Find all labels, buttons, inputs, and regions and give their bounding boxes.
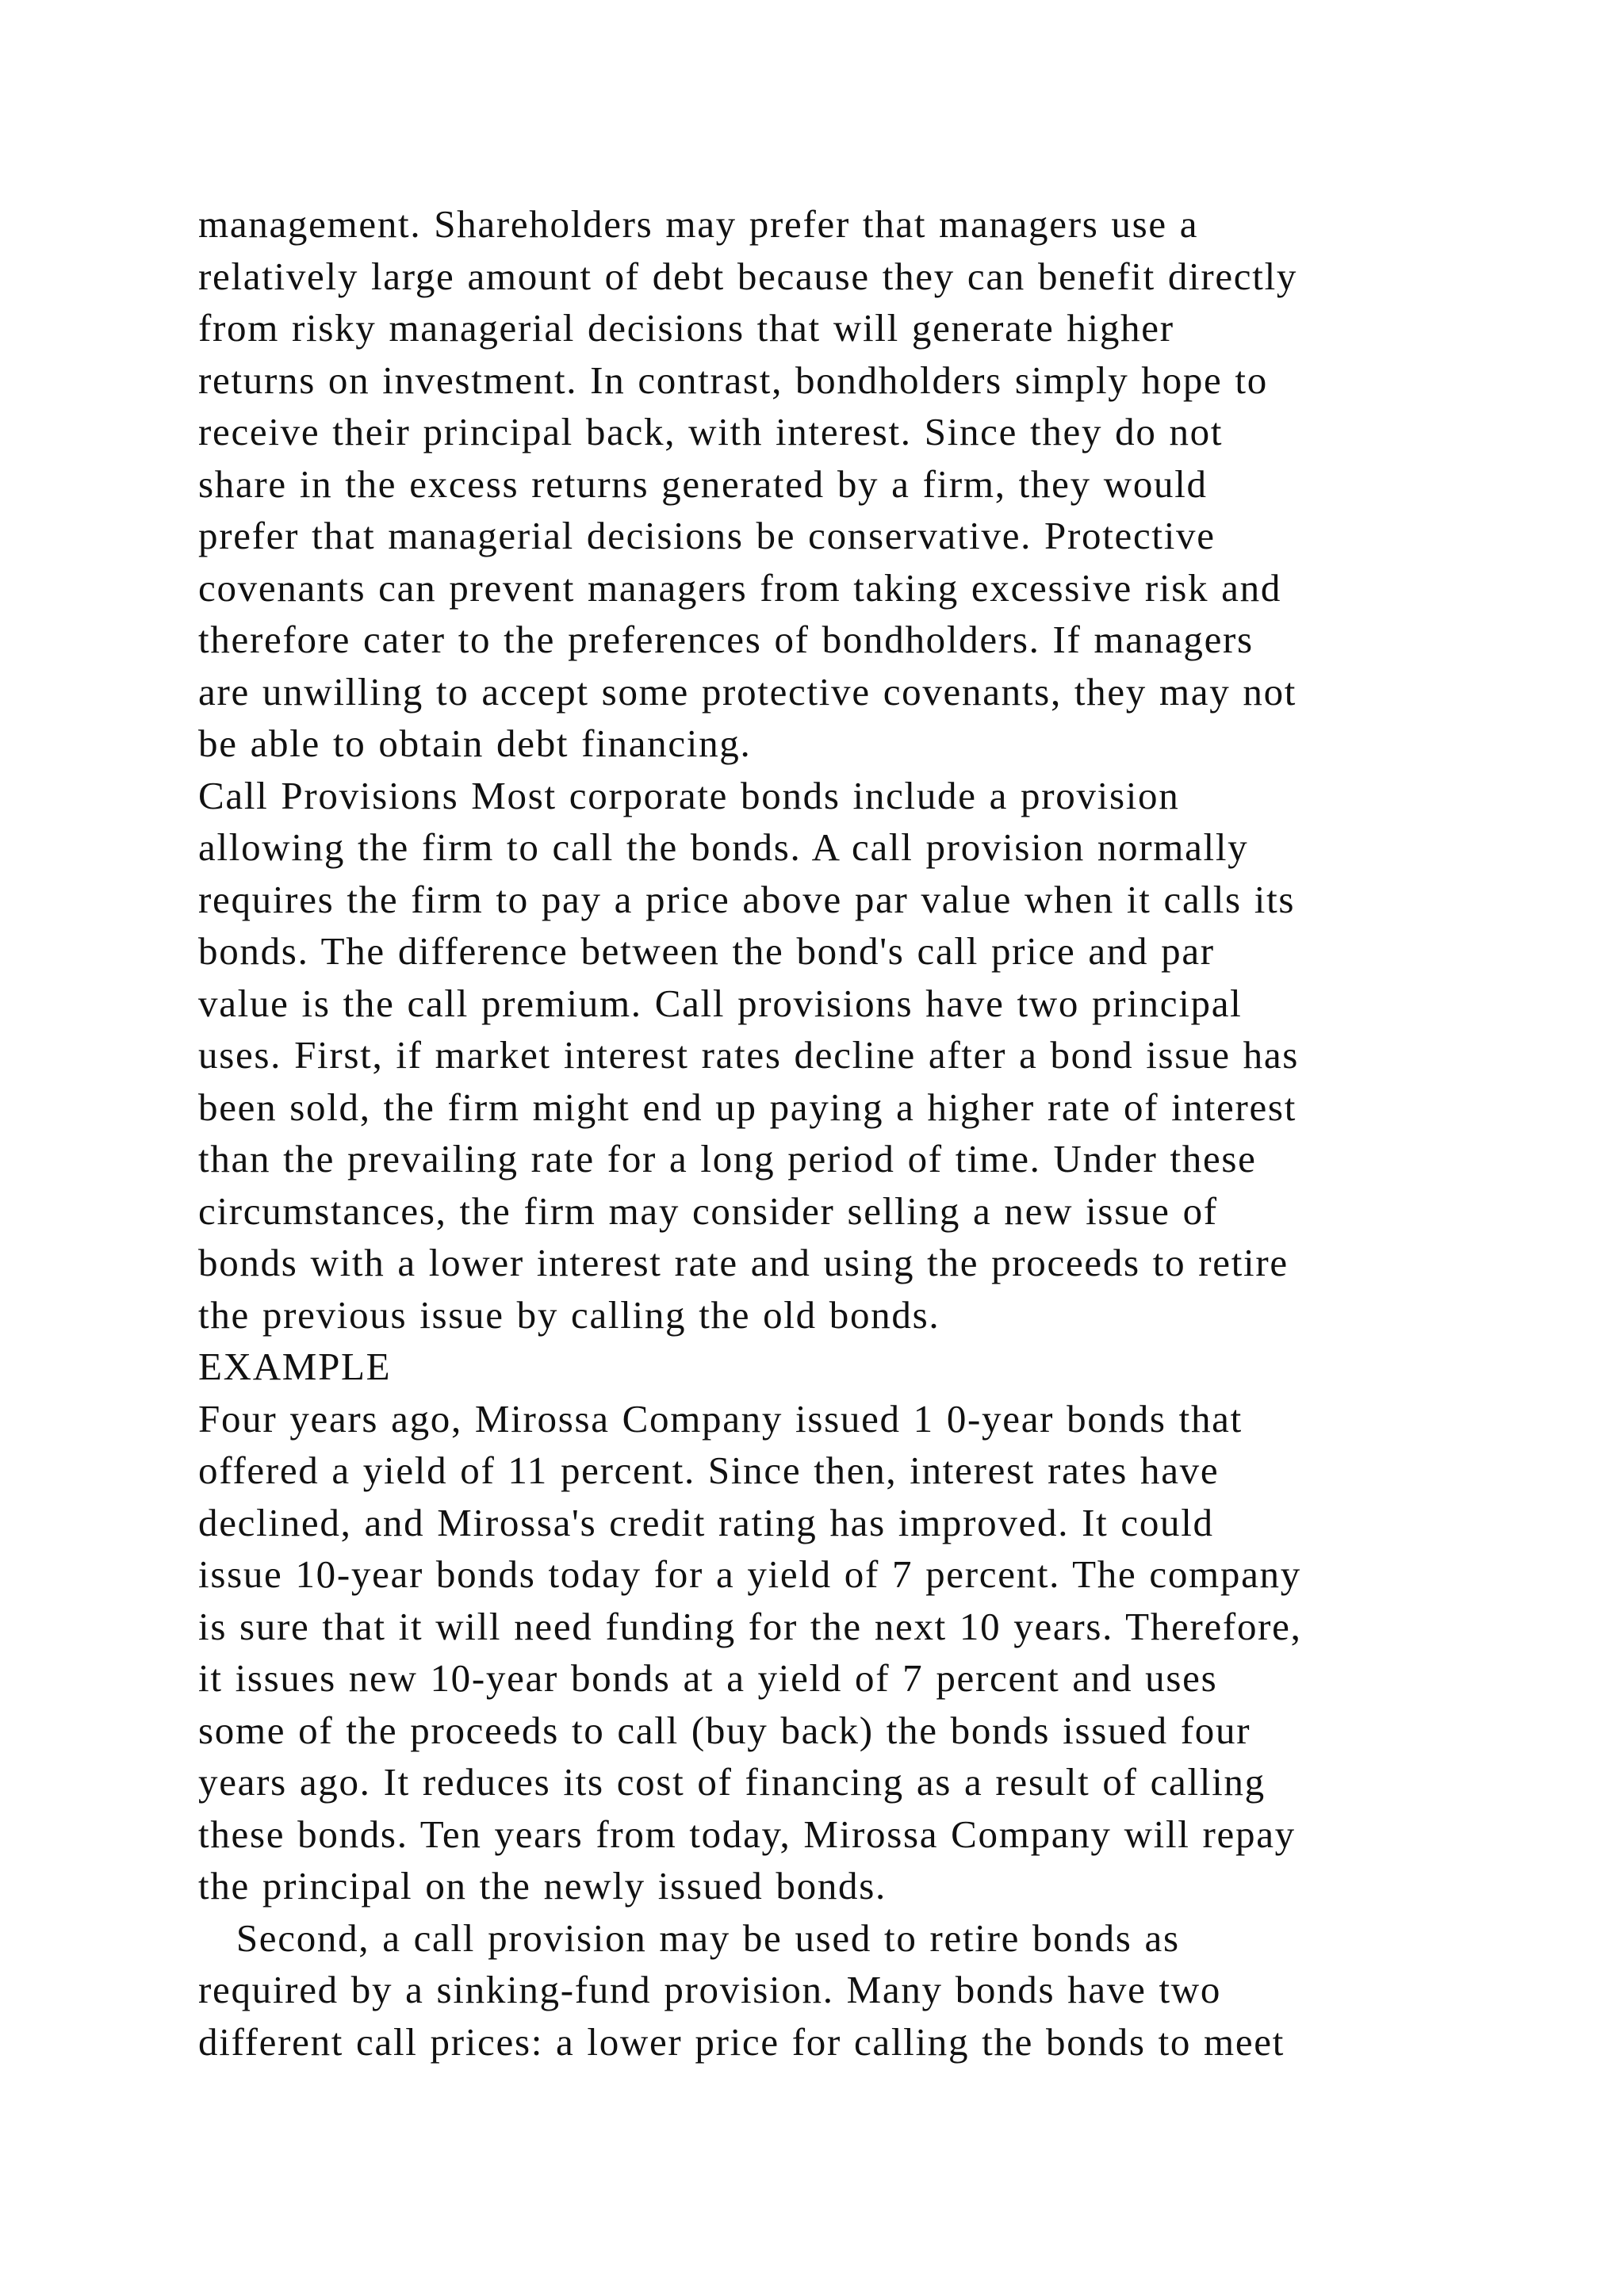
text-line: the previous issue by calling the old bonds.	[198, 1292, 940, 1337]
text-line: issue 10-year bonds today for a yield of 7 percent. The company	[198, 1552, 1301, 1596]
text-line: Four years ago, Mirossa Company issued 1 0-year bonds that	[198, 1396, 1243, 1441]
text-line: allowing the firm to call the bonds. A call provision normally	[198, 825, 1249, 869]
text-line: therefore cater to the preferences of bondholders. If managers	[198, 618, 1254, 661]
text-line: relatively large amount of debt because they can benefit directly	[198, 254, 1298, 298]
text-line: from risky managerial decisions that will generate higher	[198, 306, 1174, 350]
text-line: receive their principal back, with interest. Since they do not	[198, 410, 1224, 453]
section-heading-line: Call Provisions Most corporate bonds include a provision	[198, 773, 1180, 817]
text-line: bonds. The difference between the bond's call price and par	[198, 929, 1215, 973]
text-line: returns on investment. In contrast, bondholders simply hope to	[198, 358, 1268, 402]
text-line: uses. First, if market interest rates decline after a bond issue has	[198, 1033, 1300, 1077]
text-line: management. Shareholders may prefer that managers use a	[198, 202, 1199, 246]
text-line: are unwilling to accept some protective covenants, they may not	[198, 669, 1297, 714]
text-line: share in the excess returns generated by a firm, they would	[198, 461, 1208, 506]
text-line: some of the proceeds to call (buy back) the bonds issued four	[198, 1708, 1251, 1752]
text-line: different call prices: a lower price for calling the bonds to meet	[198, 2019, 1285, 2064]
text-line: required by a sinking-fund provision. Many bonds have two	[198, 1968, 1222, 2011]
text-line: the principal on the newly issued bonds.	[198, 1864, 887, 1908]
text-line: it issues new 10-year bonds at a yield of 7 percent and uses	[198, 1656, 1218, 1700]
body-text	[198, 198, 1467, 2068]
example-heading: EXAMPLE	[198, 1345, 392, 1388]
text-line: been sold, the firm might end up paying a higher rate of interest	[198, 1085, 1297, 1129]
text-line: years ago. It reduces its cost of financing as a result of calling	[198, 1760, 1266, 1804]
text-line: declined, and Mirossa's credit rating has improved. It could	[198, 1500, 1214, 1544]
text-line: is sure that it will need funding for the next 10 years. Therefore,	[198, 1604, 1302, 1648]
text-line: these bonds. Ten years from today, Mirossa Company will repay	[198, 1812, 1296, 1856]
text-line: offered a yield of 11 percent. Since then, interest rates have	[198, 1448, 1220, 1492]
text-line: be able to obtain debt financing.	[198, 721, 752, 765]
text-line: Second, a call provision may be used to retire bonds as	[198, 1915, 1180, 1960]
text-line: prefer that managerial decisions be conservative. Protective	[198, 514, 1216, 557]
text-line: circumstances, the firm may consider selling a new issue of	[198, 1188, 1218, 1233]
text-line: bonds with a lower interest rate and using the proceeds to retire	[198, 1241, 1289, 1284]
text-line: than the prevailing rate for a long period of time. Under these	[198, 1137, 1257, 1181]
text-line: requires the firm to pay a price above par value when it calls its	[198, 877, 1296, 921]
text-line: value is the call premium. Call provisions have two principal	[198, 981, 1243, 1025]
text-line: covenants can prevent managers from taking excessive risk and	[198, 565, 1282, 610]
